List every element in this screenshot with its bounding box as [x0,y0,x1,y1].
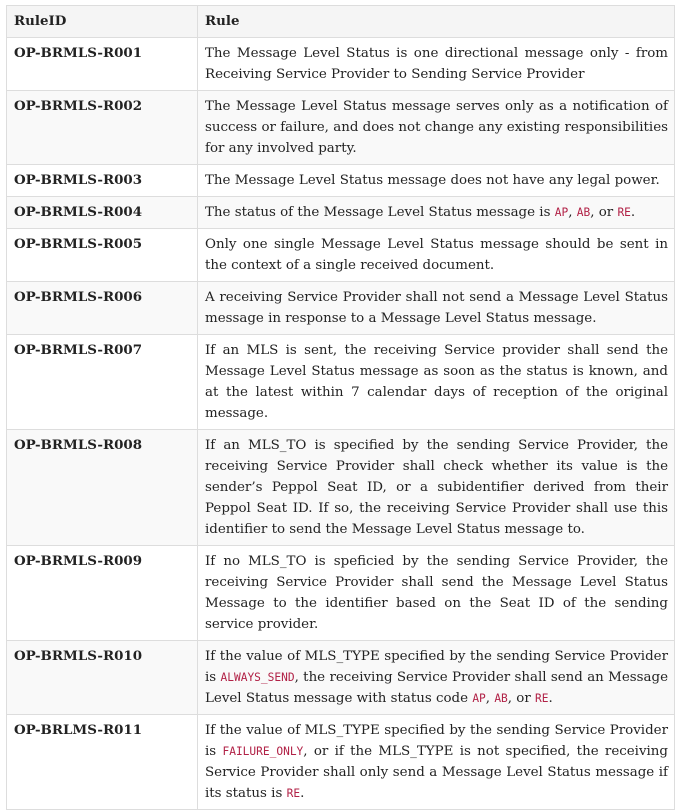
rule-text-cell [198,715,675,810]
table-row [7,715,675,810]
rule-text-cell [198,91,675,165]
table-row [7,197,675,229]
rule-text: The Message Level Status is one directional message only - from Receiving Service Provider to Sending Service Provider [205,46,668,82]
rule-id-cell: OP-BRMLS-R008 [7,430,198,546]
rule-code-value: AB [494,692,508,705]
rule-id-cell: OP-BRMLS-R004 [7,197,198,229]
rule-text-cell [198,430,675,546]
rule-id-cell: OP-BRMLS-R009 [7,546,198,641]
rule-text: , the receiving Service Provider shall send an Message Level Status message with status code [205,670,668,706]
rule-text-cell [198,165,675,197]
table-row [7,91,675,165]
rule-text: , [568,205,577,220]
rule-code-value: RE [617,206,631,219]
rule-code-value: AB [576,206,591,219]
table-row [7,229,675,282]
rule-text: The status of the Message Level Status message is [205,205,555,220]
rule-text: A receiving Service Provider shall not send a Message Level Status message in response to a Message Level Status message. [205,290,668,326]
rule-text-cell [198,229,675,282]
rule-text: If the value of MLS_TYPE specified by the sending Service Provider is [205,723,668,759]
table-row [7,335,675,430]
table-row [7,38,675,91]
rule-id-cell: OP-BRMLS-R001 [7,38,198,91]
header-rule: Rule [198,6,675,38]
rule-text: . [548,691,553,706]
rule-text-cell [198,197,675,229]
rule-id-cell: OP-BRMLS-R003 [7,165,198,197]
header-row [7,6,675,38]
rule-id-cell: OP-BRMLS-R010 [7,641,198,715]
rule-code-value: RE [535,692,549,705]
rule-text: If no MLS_TO is speficied by the sending Service Provider, the receiving Service Provider shall send the Message Level Status Message to the identifier based on the Seat ID of the sending service provider. [205,554,668,632]
table-row [7,430,675,546]
rule-text: , or [590,205,618,220]
rule-text-cell [198,282,675,335]
rule-text: The Message Level Status message serves only as a notification of success or failure, and does not change any existing responsibilities for any involved party. [205,99,668,156]
rule-text: Only one single Message Level Status message should be sent in the context of a single received document. [205,237,668,273]
table-row [7,282,675,335]
rules-table-container [6,5,674,810]
table-row [7,641,675,715]
rule-text: If the value of MLS_TYPE specified by the sending Service Provider is [205,649,668,685]
rule-text: If an MLS is sent, the receiving Service provider shall send the Message Level Status message as soon as the status is known, and at the latest within 7 calendar days of reception of the original message. [205,343,668,421]
rule-code-value: ALWAYS_SEND [220,671,295,684]
rule-text-cell [198,38,675,91]
rule-code-value: AP [472,692,486,705]
rule-text-cell [198,641,675,715]
rule-code-value: FAILURE_ONLY [222,745,304,758]
rule-text: The Message Level Status message does not have any legal power. [205,173,660,188]
rule-text-cell [198,335,675,430]
table-header [7,6,675,38]
header-rule-id: RuleID [7,6,198,38]
rule-text-cell [198,546,675,641]
table-row [7,546,675,641]
rule-code-value: AP [554,206,569,219]
rule-id-cell: OP-BRMLS-R006 [7,282,198,335]
rule-id-cell: OP-BRMLS-R007 [7,335,198,430]
rule-id-cell: OP-BRMLS-R005 [7,229,198,282]
table-row [7,165,675,197]
rule-text: , or [507,691,536,706]
table-body [7,38,675,810]
rule-text: , [485,691,495,706]
rule-text: , or if the MLS_TYPE is not specified, the receiving Service Provider shall only send a Message Level Status message if its status is [205,744,668,801]
rule-id-cell: OP-BRLMS-R011 [7,715,198,810]
rule-text: If an MLS_TO is specified by the sending Service Provider, the receiving Service Provider shall check whether its value is the sender’s Peppol Seat ID, or a subidentifier derived from their Peppol Seat ID. If so, the receiving Service Provider shall use this identifier to send the Message Level Status message to. [205,438,668,537]
rule-text: . [630,205,636,220]
rule-text: . [300,786,305,801]
rule-id-cell: OP-BRMLS-R002 [7,91,198,165]
rule-code-value: RE [286,787,301,800]
rules-table [6,5,675,810]
